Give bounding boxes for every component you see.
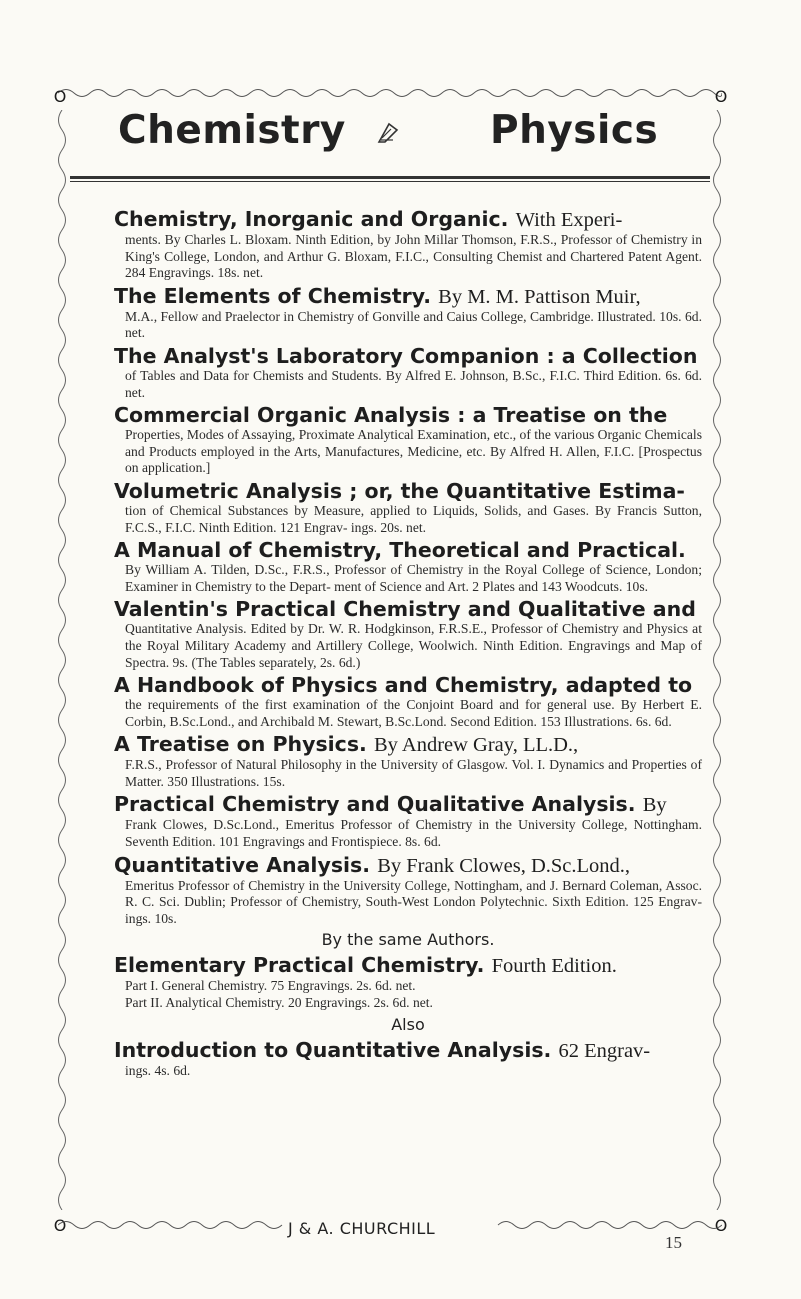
entry-title: Volumetric Analysis ; or, the Quantitative Estima-: [114, 478, 685, 503]
entry-title-tail: By M. M. Pattison Muir,: [438, 285, 641, 308]
list-item: [114, 953, 702, 1011]
same-authors-heading: By the same Authors.: [321, 930, 495, 950]
catalogue-list: [114, 207, 702, 1081]
entry-title-tail: Fourth Edition.: [491, 955, 617, 978]
list-item: [114, 403, 702, 477]
top-border-ornament: [58, 86, 722, 100]
left-border-ornament: [55, 110, 69, 1210]
publisher-imprint: J & A. CHURCHILL: [288, 1219, 436, 1238]
header-physics: Physics: [490, 108, 659, 153]
entry-title: Practical Chemistry and Qualitative Analysis.: [114, 792, 636, 817]
page-number: 15: [665, 1233, 682, 1252]
list-item: [114, 853, 702, 928]
entry-description: Properties, Modes of Assaying, Proximate Analytical Examination, etc., of the various Organic Chemicals and Products employed in the Arts, Manufactures, Medicine, etc. By Alfred H. Allen, F.I.C. [Prospectus on application.]: [125, 427, 702, 476]
entry-description: Emeritus Professor of Chemistry in the University College, Nottingham, and J. Bernard Coleman, Assoc. R. C. Sci. Dublin; Professor of Chemistry, South-West London Polytechnic. Sixth Edition. 125 Engrav- ings. 10s.: [125, 877, 702, 926]
entry-title-tail: 62 Engrav-: [558, 1039, 651, 1062]
entry-title: Commercial Organic Analysis : a Treatise on the: [114, 403, 668, 428]
entry-title-tail: With Experi-: [515, 209, 623, 231]
also-heading: Also: [391, 1014, 425, 1034]
entry-description: M.A., Fellow and Praelector in Chemistry of Gonville and Caius College, Cambridge. Illustrated. 10s. 6d. net.: [125, 308, 702, 341]
entry-title: A Treatise on Physics.: [114, 732, 367, 757]
list-item: [114, 538, 702, 595]
entry-title-tail: By Andrew Gray, LL.D.,: [373, 734, 579, 757]
list-item: [114, 284, 702, 342]
list-item: [114, 732, 702, 790]
entry-title: The Elements of Chemistry.: [114, 283, 431, 308]
list-item: [114, 344, 702, 401]
entry-description: F.R.S., Professor of Natural Philosophy in the University of Glasgow. Vol. I. Dynamics and Properties of Matter. 350 Illustrations. 15s.: [125, 757, 702, 789]
page-header: [118, 108, 678, 168]
entry-title: A Handbook of Physics and Chemistry, adapted to: [114, 673, 693, 698]
corner-ornament-bottom-right: O: [714, 1216, 728, 1235]
entry-title: The Analyst's Laboratory Companion : a Collection: [114, 343, 698, 368]
list-item: [114, 792, 702, 850]
entry-title: A Manual of Chemistry, Theoretical and Practical.: [114, 538, 686, 563]
entry-description: the requirements of the first examination of the Conjoint Board and for general use. By Herbert E. Corbin, B.Sc.Lond., and Archibald M. Stewart, B.Sc.Lond. Second Edition. 153 Illustrations. 6s. 6d.: [125, 697, 702, 729]
header-chemistry: Chemistry: [118, 108, 346, 153]
right-border-ornament: [710, 110, 724, 1210]
entry-description: By William A. Tilden, D.Sc., F.R.S., Professor of Chemistry in the Royal College of Science, London; Examiner in Chemistry to the Depart- ment of Science and Art. 2 Plates and 143 Woodcuts. 10s.: [125, 562, 702, 594]
corner-ornament-bottom-left: O: [53, 1216, 67, 1235]
entry-title: Elementary Practical Chemistry.: [114, 953, 485, 978]
list-item: [114, 673, 702, 730]
entry-part-1: Part I. General Chemistry. 75 Engravings. 2s. 6d. net.: [125, 978, 416, 994]
entry-title: Quantitative Analysis.: [114, 852, 371, 877]
entry-title-tail: By: [642, 794, 667, 817]
entry-description: Quantitative Analysis. Edited by Dr. W. R. Hodgkinson, F.R.S.E., Professor of Chemistry and Physics at the Royal Military Academy and Artillery College, Woolwich. Ninth Edition. Engravings and Map of Spectra. 9s. (The Tables separately, 2s. 6d.): [125, 621, 702, 670]
list-item: [114, 207, 702, 282]
entry-title: Chemistry, Inorganic and Organic.: [114, 207, 509, 231]
entry-description: Frank Clowes, D.Sc.Lond., Emeritus Professor of Chemistry in the University College, Nottingham. Seventh Edition. 101 Engravings and Frontispiece. 8s. 6d.: [125, 817, 702, 850]
entry-description: tion of Chemical Substances by Measure, applied to Liquids, Solids, and Gases. By Francis Sutton, F.C.S., F.I.C. Ninth Edition. 121 Engrav- ings. 20s. net.: [125, 502, 702, 535]
corner-ornament-top-left: O: [53, 87, 67, 106]
entry-title-tail: By Frank Clowes, D.Sc.Lond.,: [377, 854, 631, 877]
entry-description: of Tables and Data for Chemists and Students. By Alfred E. Johnson, B.Sc., F.I.C. Third Edition. 6s. 6d. net.: [125, 367, 702, 400]
corner-ornament-top-right: O: [714, 87, 728, 106]
entry-description: ments. By Charles L. Bloxam. Ninth Edition, by John Millar Thomson, F.R.S., Professor of Chemistry in King's College, London, and Arthur G. Bloxam, F.I.C., Consulting Chemist and Chartered Patent Agent. 284 Engravings. 18s. net.: [125, 232, 702, 281]
entry-description: ings. 4s. 6d.: [125, 1062, 191, 1078]
entry-title: Valentin's Practical Chemistry and Qualitative and: [114, 597, 696, 622]
list-item: [114, 479, 702, 536]
header-rule: [70, 176, 710, 182]
list-item: [114, 1038, 702, 1080]
entry-title: Introduction to Quantitative Analysis.: [114, 1037, 552, 1062]
entry-part-2: Part II. Analytical Chemistry. 20 Engravings. 2s. 6d. net.: [125, 995, 433, 1011]
flask-ornament-icon: [375, 120, 401, 146]
list-item: [114, 597, 702, 671]
